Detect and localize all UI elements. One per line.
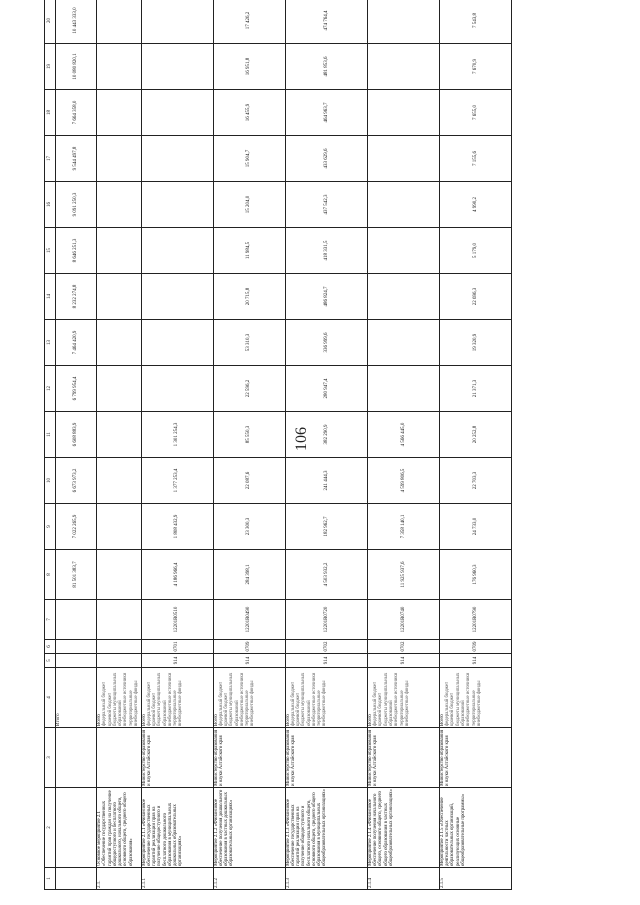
rz-code: 0709 [213,640,285,654]
total-value: 10 443 333,0 [56,0,97,44]
value-cell [367,0,439,44]
row-responsible: Министерство образования и науки Алтайского края [141,728,213,788]
value-cell: 15 204,0 [213,182,285,228]
header-cell: 8 [45,550,56,600]
rz-code [97,640,141,654]
table-row [97,0,141,890]
header-cell: 11 [45,412,56,458]
header-cell: 2 [45,788,56,868]
header-cell: 5 [45,654,56,668]
total-value: 10 080 820,1 [56,44,97,90]
value-cell [97,182,141,228]
value-cell: 486 824,7 [285,274,367,320]
total-value: 6 799 954,4 [56,366,97,412]
source-sublabel: бюджеты муниципальных образований [383,672,394,726]
source-sublabel: краевой бюджет [296,692,302,726]
source-sublabel: краевой бюджет [450,692,456,726]
value-cell [367,136,439,182]
value-cell [97,0,141,44]
source-sublabel: территориальные внебюджетные фонды [128,680,140,726]
value-cell [141,90,213,136]
source-sublabel: краевой бюджет [224,692,230,726]
value-cell [97,366,141,412]
value-cell: 11 925 937,6 [367,550,439,600]
value-cell [141,320,213,366]
value-cell [97,458,141,504]
rz-code: 0702 [285,640,367,654]
value-cell [97,90,141,136]
value-cell: 7 543,8 [439,0,511,44]
value-cell: 1 808 432,9 [141,504,213,550]
value-cell: 5 179,0 [439,228,511,274]
row-number: 2.1.1 [141,868,213,890]
value-cell [97,504,141,550]
value-cell: 15 904,7 [213,136,285,182]
value-cell [97,550,141,600]
value-cell: 474 764,4 [285,0,367,44]
value-cell: 22 087,6 [213,458,285,504]
source-sublabel: бюджеты муниципальных образований [301,672,312,726]
value-cell: 437 542,3 [285,182,367,228]
grbs-code [97,654,141,668]
value-cell: 1 301 254,3 [141,412,213,458]
value-cell [367,366,439,412]
row-number: 2.1.4 [367,868,439,890]
source-sublabel: краевой бюджет [378,692,384,726]
source-sublabel: краевой бюджет [107,692,113,726]
header-cell: 10 [45,458,56,504]
value-cell [367,320,439,366]
header-cell: 13 [45,320,56,366]
header-cell: 14 [45,274,56,320]
grbs-code: 914 [439,654,511,668]
value-cell: 336 999,6 [285,320,367,366]
header-row [45,0,56,890]
source-sublabel: федеральный бюджет [218,681,224,726]
value-cell: 24 733,0 [439,504,511,550]
row-source-label: Всего [285,714,291,726]
value-cell [367,228,439,274]
row-responsible [97,728,141,788]
source-sublabel: бюджеты муниципальных образований [455,672,466,726]
source-sublabel: внебюджетные источники [167,672,173,726]
source-sublabel: территориальные внебюджетные фонды [399,680,410,726]
grbs-code: 914 [367,654,439,668]
header-cell: 7 [45,600,56,640]
value-cell: 418 331,5 [285,228,367,274]
row-number: 2.1.2 [213,868,285,890]
source-sublabel: территориальные внебюджетные фонды [245,680,256,726]
value-cell [141,228,213,274]
value-cell: 4 990,2 [439,182,511,228]
total-value: 7 664 358,0 [56,90,97,136]
page-number: 106 [293,427,310,451]
source-sublabel: внебюджетные источники [394,672,400,726]
value-cell: 280 947,4 [285,366,367,412]
rz-code: 0702 [367,640,439,654]
value-cell: 4 566 445,0 [367,412,439,458]
source-sublabel: бюджеты муниципальных образований [157,672,168,726]
row-source-label: Всего [141,714,147,726]
rz-code: 0709 [439,640,511,654]
value-cell [367,44,439,90]
value-cell [97,320,141,366]
source-sublabel: федеральный бюджет [373,681,379,726]
table-row [439,0,511,890]
row-name: Мероприятие 2.1.3 «Финансовое обеспечение государственных гарантий реализации прав на получение общедоступного и бесплатного начального общего, основного общего, среднего общего образования в муниципальных общеобразовательных организациях» [285,788,367,868]
total-value: 81 501 383,7 [56,550,97,600]
row-name: Мероприятие 2.1.5 «Обеспечение деятельности частных образовательных организаций, реализующих основные общеобразовательные программы» [439,788,511,868]
header-cell: 16 [45,182,56,228]
budget-table [44,0,512,890]
value-cell: 17 426,2 [213,0,285,44]
value-cell [97,228,141,274]
header-cell: 15 [45,228,56,274]
header-cell: 19 [45,44,56,90]
header-cell: 17 [45,136,56,182]
value-cell: 22 596,2 [213,366,285,412]
row-sources [439,668,511,728]
row-responsible: Министерство образования и науки Алтайского края [439,728,511,788]
value-cell: 11 984,5 [213,228,285,274]
value-cell: 23 300,3 [213,504,285,550]
value-cell [141,182,213,228]
value-cell: 7 358 140,1 [367,504,439,550]
total-value: 6 608 883,9 [56,412,97,458]
value-cell: 20 252,8 [439,412,511,458]
header-cell: 4 [45,668,56,728]
source-sublabel: территориальные внебюджетные фонды [317,680,328,726]
source-sublabel: федеральный бюджет [102,681,108,726]
total-value: 7 464 420,9 [56,320,97,366]
value-cell: 53 310,3 [213,320,285,366]
table-cell [56,640,97,654]
row-source-label: Всего [97,714,103,726]
header-cell: 3 [45,728,56,788]
value-cell: 182 962,7 [285,504,367,550]
row-source-label: Всего [439,714,445,726]
value-cell [367,182,439,228]
rz-code: 0701 [141,640,213,654]
value-cell: 481 853,6 [285,44,367,90]
value-cell: 20 715,8 [213,274,285,320]
value-cell: 19 320,9 [439,320,511,366]
row-source-label: Всего [213,714,219,726]
row-sources [285,668,367,728]
total-row [56,0,97,890]
table-cell [56,868,97,890]
total-value: 9 544 497,8 [56,136,97,182]
csr-code: 12201R0740 [367,600,439,640]
csr-code [97,600,141,640]
value-cell: 4 186 966,4 [141,550,213,600]
table-row [213,0,285,890]
row-responsible: Министерство образования и науки Алтайского края [367,728,439,788]
source-sublabel: внебюджетные источники [239,672,245,726]
grbs-code: 914 [285,654,367,668]
value-cell [97,274,141,320]
source-sublabel: бюджеты муниципальных образований [229,672,240,726]
value-cell: 21 371,3 [439,366,511,412]
source-sublabel: бюджеты муниципальных образований [112,672,124,726]
source-sublabel: федеральный бюджет [290,681,296,726]
value-cell: 7 670,9 [439,44,511,90]
total-value: 8 646 251,3 [56,228,97,274]
table-cell [56,600,97,640]
source-sublabel: внебюджетные источники [466,672,472,726]
row-name: Мероприятие 2.1.2 «Финансовое обеспечение получения дошкольного образования в частных дошкольных образовательных организациях» [213,788,285,868]
value-cell: 382 290,9 [285,412,367,458]
row-name: Мероприятие 2.1.4 «Финансовое обеспечение получения начального общего, основного общего, среднего общего образования в частных общеобразовательных организациях» [367,788,439,868]
value-cell [141,366,213,412]
row-name: Основное мероприятие 2.1 «Обеспечение государственных гарантий прав граждан на получение общедоступного и бесплатного дошкольного, начального общего, основного общего, среднего общего образования» [97,788,141,868]
csr-code: 12201R0490 [213,600,285,640]
row-number: 2.1.5 [439,868,511,890]
row-source-label: Всего [367,714,373,726]
source-sublabel: краевой бюджет [152,692,158,726]
value-cell [141,274,213,320]
source-sublabel: федеральный бюджет [146,681,152,726]
header-cell: 20 [45,0,56,44]
table-cell [56,654,97,668]
value-cell: 284 398,1 [213,550,285,600]
value-cell: 433 629,6 [285,136,367,182]
row-responsible: Министерство образования и науки Алтайского края [213,728,285,788]
row-number: 2.1.3 [285,868,367,890]
value-cell [141,44,213,90]
grbs-code: 914 [213,654,285,668]
csr-code: 12201R0790 [439,600,511,640]
total-value: 6 673 973,2 [56,458,97,504]
source-sublabel: федеральный бюджет [445,681,451,726]
header-cell: 18 [45,90,56,136]
row-number: 2.1. [97,868,141,890]
total-value: 8 232 274,8 [56,274,97,320]
value-cell [367,90,439,136]
source-sublabel: внебюджетные источники [123,672,129,726]
table-cell [56,728,97,788]
value-cell: 22 696,3 [439,274,511,320]
table-body [56,0,512,890]
header-cell: 1 [45,868,56,890]
value-cell: 4 599 806,5 [367,458,439,504]
value-cell: 464 963,7 [285,90,367,136]
value-cell: 176 960,3 [439,550,511,600]
row-name: Мероприятие 2.1.1 «Финансовое обеспечение государственных гарантий реализации прав на получение общедоступного и бесплатного дошкольного образования в муниципальных дошкольных образовательных организациях» [141,788,213,868]
row-sources [213,668,285,728]
source-sublabel: территориальные внебюджетные фонды [471,680,482,726]
csr-code: 12201R0510 [141,600,213,640]
value-cell [97,136,141,182]
value-cell [367,274,439,320]
table-row [285,0,367,890]
header-cell: 9 [45,504,56,550]
total-value: 7 022 265,9 [56,504,97,550]
value-cell: 16 455,9 [213,90,285,136]
grbs-code: 914 [141,654,213,668]
value-cell: 16 951,8 [213,44,285,90]
row-responsible: Министерство образования и науки Алтайского края [285,728,367,788]
row-sources [97,668,141,728]
csr-code: 12201R0720 [285,600,367,640]
header-cell: 12 [45,366,56,412]
value-cell: 85 550,3 [213,412,285,458]
total-value: 9 091 250,3 [56,182,97,228]
source-sublabel: территориальные внебюджетные фонды [173,680,184,726]
value-cell: 22 703,3 [439,458,511,504]
value-cell [97,44,141,90]
table-cell [56,788,97,868]
row-sources [367,668,439,728]
table-row [141,0,213,890]
header-cell: 6 [45,640,56,654]
table-scan [44,7,512,890]
value-cell: 7 655,0 [439,90,511,136]
value-cell: 4 503 932,2 [285,550,367,600]
value-cell [97,412,141,458]
value-cell: 7 155,6 [439,136,511,182]
source-sublabel: внебюджетные источники [311,672,317,726]
value-cell: 241 444,3 [285,458,367,504]
row-sources [141,668,213,728]
total-label: Итого [56,668,97,728]
table-row [367,0,439,890]
value-cell [141,0,213,44]
value-cell: 1 377 253,4 [141,458,213,504]
value-cell [141,136,213,182]
